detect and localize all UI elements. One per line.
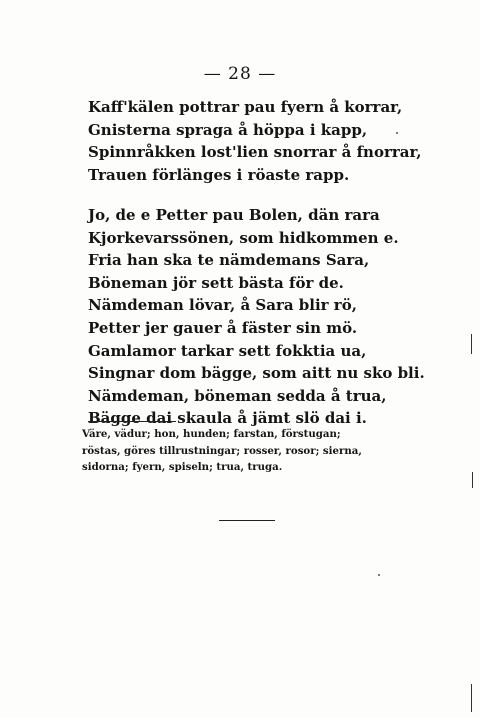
verse-line: Kaff'kälen pottrar pau fyern å korrar, [88,98,403,116]
scan-artifact [471,334,472,354]
verse-line: Fria han ska te nämdemans Sara, [88,251,370,270]
verse-line: Jo, de e Petter pau Bolen, dän rara [88,206,380,224]
scan-artifact [472,472,473,488]
verse-line: Petter jer gauer å fäster sin mö. [88,318,358,337]
stanza-2 [88,204,428,430]
verse-line: Trauen förlänges i röaste rapp. [88,165,350,184]
verse-line: Kjorkevarssönen, som hidkommen e. [88,228,399,247]
page-number: — 28 — [203,64,277,84]
verse-line: Spinnråkken lost'lien snorrar å fnorrar, [88,143,422,162]
verse-line: Singnar dom bägge, som aitt nu sko bli. [88,364,425,383]
verse-line: Nämdeman lövar, å Sara blir rö, [88,296,357,315]
footnote-line: röstas, göres tillrustningar; rosser, rosor; sierna, [82,444,362,457]
scan-speck [378,574,380,576]
scan-speck [396,132,398,134]
footnotes [82,426,430,476]
verse-line: Gnisterna spraga å höppa i kapp, [88,120,368,139]
end-divider [219,520,275,521]
verse-line: Bägge dai skaula å jämt slö dai i. [88,409,367,428]
verse-line: Gamlamor tarkar sett fokktia ua, [88,341,367,360]
verse-line: Böneman jör sett bästa för de. [88,273,344,292]
verse-line: Nämdeman, böneman sedda å trua, [88,386,387,405]
footnote-line: sidorna; fyern, spiseln; trua, truga. [82,461,283,473]
footnote-line: Väre, vädur; hon, hunden; farstan, förstugan; [82,428,341,440]
stanza-1 [88,96,428,186]
scan-artifact [471,684,472,712]
footnote-divider [88,421,176,422]
